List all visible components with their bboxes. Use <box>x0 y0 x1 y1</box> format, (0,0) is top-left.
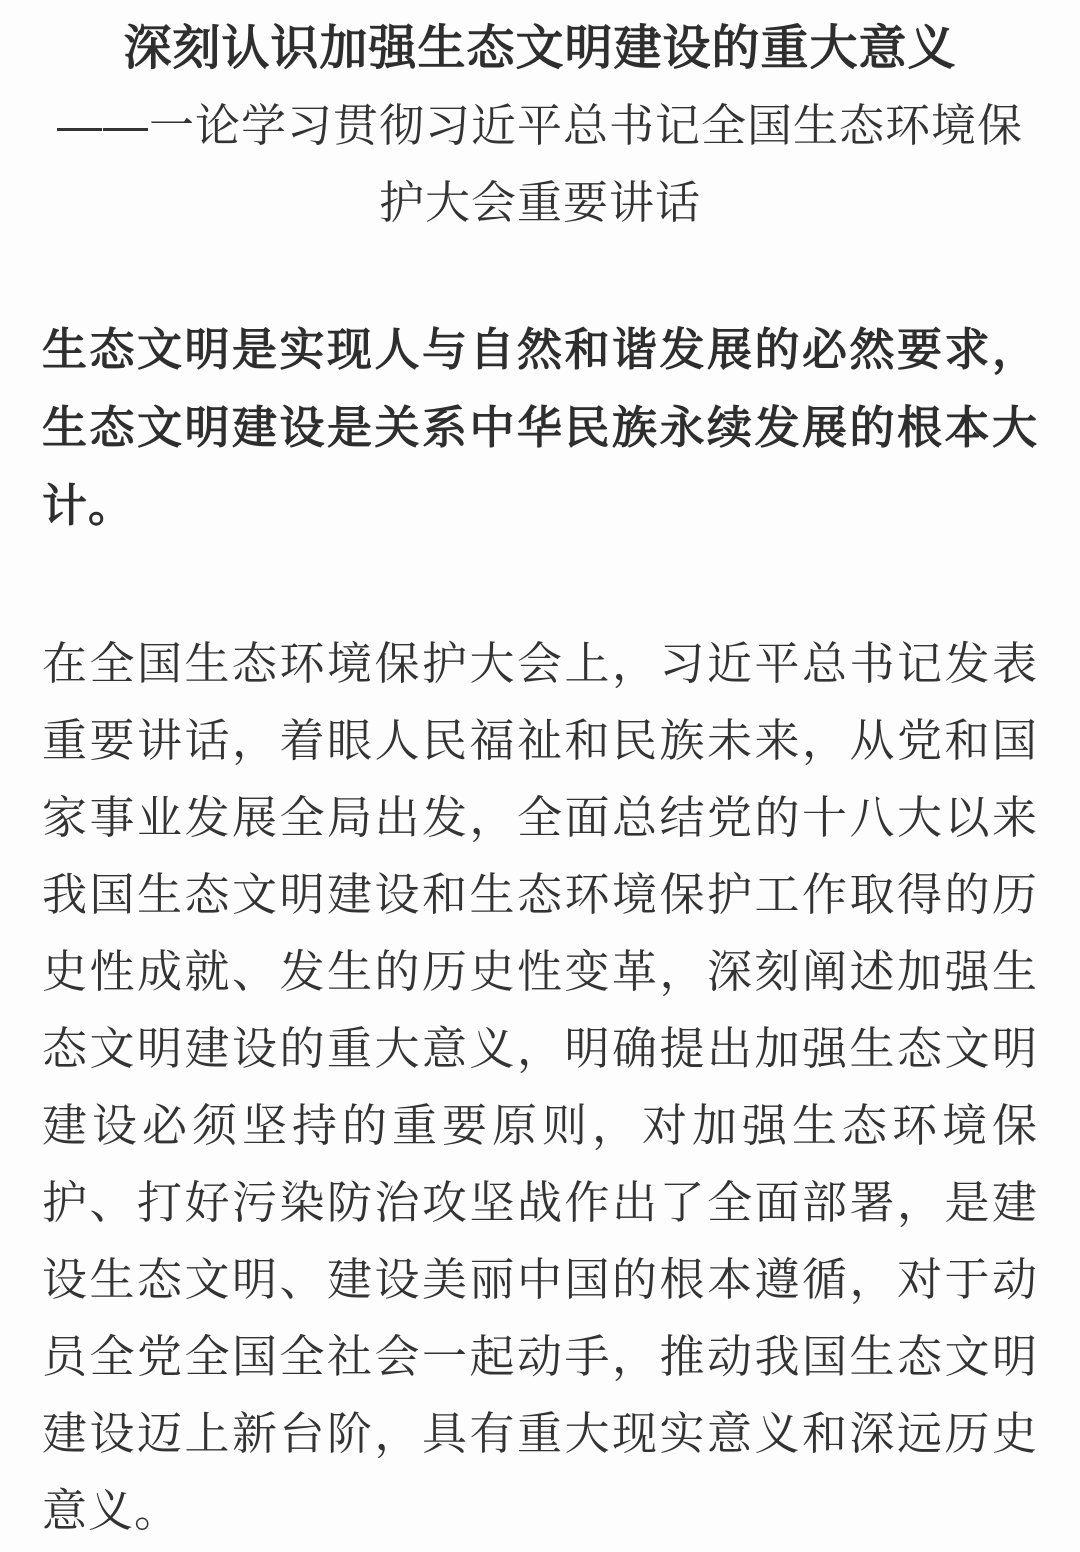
body-paragraph: 在全国生态环境保护大会上，习近平总书记发表重要讲话，着眼人民福祉和民族未来，从党和国家事业发展全局出发，全面总结党的十八大以来我国生态文明建设和生态环境保护工作取得的历史性成就、发生的历史性变革，深刻阐述加强生态文明建设的重大意义，明确提出加强生态文明建设必须坚持的重要原则，对加强生态环境保护、打好污染防治攻坚战作出了全面部署，是建设生态文明、建设美丽中国的根本遵循，对于动员全党全国全社会一起动手，推动我国生态文明建设迈上新台阶，具有重大现实意义和深远历史意义。 <box>42 638 1038 1536</box>
article-subtitle: ——一论学习贯彻习近平总书记全国生态环境保护大会重要讲话 <box>56 100 1023 228</box>
lead-paragraph: 生态文明是实现人与自然和谐发展的必然要求，生态文明建设是关系中华民族永续发展的根本大计。 <box>42 324 1038 531</box>
article-title: 深刻认识加强生态文明建设的重大意义 <box>123 22 957 75</box>
